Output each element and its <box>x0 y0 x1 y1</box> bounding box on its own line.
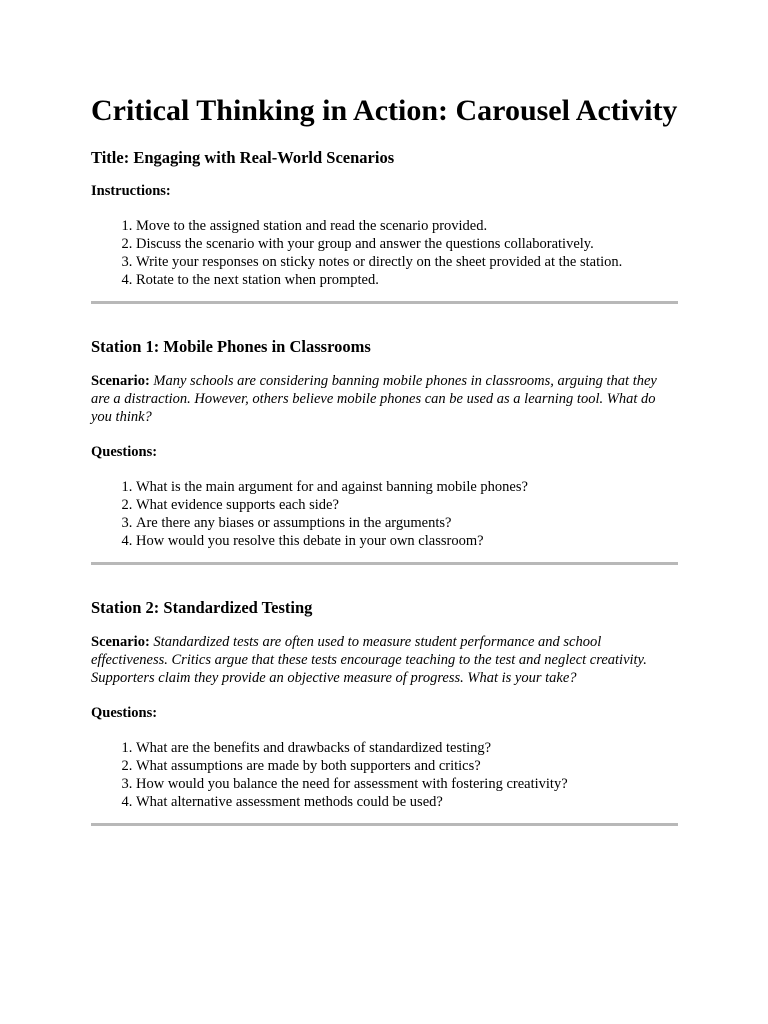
station-2-title: Station 2: Standardized Testing <box>91 598 313 617</box>
scenario-label: Scenario: <box>91 373 150 389</box>
instructions-label: Instructions: <box>91 183 171 199</box>
station-1-title: Station 1: Mobile Phones in Classrooms <box>91 337 371 356</box>
document-subtitle: Title: Engaging with Real-World Scenarios <box>91 148 395 167</box>
section-divider <box>91 562 678 565</box>
scenario-label: Scenario: <box>91 634 150 650</box>
station-2-questions-label: Questions: <box>91 705 158 721</box>
question-item: 3. How would you balance the need for assessment with fostering creativity? <box>136 775 678 793</box>
instruction-item: 3. Write your responses on sticky notes or directly on the sheet provided at the station. <box>136 253 678 271</box>
question-item: 1. What is the main argument for and against banning mobile phones? <box>136 478 678 496</box>
question-item: 4. How would you resolve this debate in your own classroom? <box>136 532 678 550</box>
station-2-section <box>91 597 678 811</box>
instruction-item: 2. Discuss the scenario with your group and answer the questions collaboratively. <box>136 235 678 253</box>
question-item: 1. What are the benefits and drawbacks of standardized testing? <box>136 739 678 757</box>
station-1-section <box>91 336 678 550</box>
instruction-item: 4. Rotate to the next station when prompted. <box>136 271 678 289</box>
scenario-text: Many schools are considering banning mobile phones in classrooms, arguing that they are a distraction. However, others believe mobile phones can be used as a learning tool. What do you think? <box>91 373 657 425</box>
station-1-questions-label: Questions: <box>91 444 158 460</box>
instruction-item: 1. Move to the assigned station and read the scenario provided. <box>136 217 678 235</box>
station-1-scenario <box>91 372 678 426</box>
section-divider <box>91 823 678 826</box>
question-item: 2. What evidence supports each side? <box>136 496 678 514</box>
question-item: 3. Are there any biases or assumptions in the arguments? <box>136 514 678 532</box>
section-divider <box>91 301 678 304</box>
station-2-scenario <box>91 633 678 687</box>
station-1-questions-list <box>91 478 678 550</box>
question-item: 2. What assumptions are made by both supporters and critics? <box>136 757 678 775</box>
question-item: 4. What alternative assessment methods could be used? <box>136 793 678 811</box>
instructions-list <box>91 217 678 289</box>
scenario-text: Standardized tests are often used to measure student performance and school effectiveness. Critics argue that these tests encourage teaching to the test and neglect creativity. Supporters claim they provide an objective measure of progress. What is your take? <box>91 634 647 686</box>
document-title: Critical Thinking in Action: Carousel Activity <box>91 94 678 127</box>
station-2-questions-list <box>91 739 678 811</box>
